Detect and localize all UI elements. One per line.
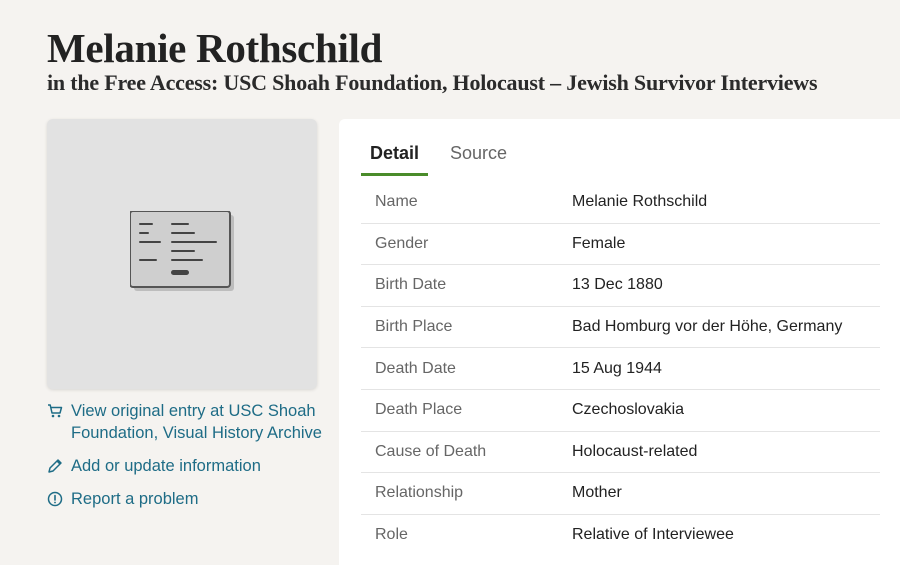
- row-label: Death Place: [375, 401, 463, 419]
- view-original-entry-label: View original entry at USC Shoah Foundation, Visual History Archive: [71, 402, 322, 442]
- tab-detail[interactable]: Detail: [361, 141, 428, 176]
- table-row: [361, 473, 880, 515]
- table-row: [361, 515, 880, 556]
- row-label: Gender: [375, 234, 429, 252]
- row-value: Bad Homburg vor der Höhe, Germany: [572, 318, 843, 336]
- detail-tabs: [361, 141, 529, 175]
- row-label: Name: [375, 193, 418, 211]
- row-value: 15 Aug 1944: [572, 359, 662, 377]
- table-row: [361, 182, 880, 224]
- row-value: Relative of Interviewee: [572, 526, 734, 544]
- page-title: Melanie Rothschild: [47, 25, 383, 71]
- tab-source[interactable]: Source: [450, 143, 508, 163]
- row-label: Death Date: [375, 359, 456, 377]
- row-value: Czechoslovakia: [572, 401, 685, 419]
- collection-subtitle: in the Free Access: USC Shoah Foundation, Holocaust – Jewish Survivor Interviews: [47, 70, 818, 95]
- view-original-entry-link[interactable]: [47, 400, 337, 444]
- record-actions: [47, 400, 337, 510]
- table-row: [361, 432, 880, 474]
- table-row: [361, 348, 880, 390]
- add-update-info-label: Add or update information: [71, 457, 261, 475]
- row-label: Relationship: [375, 484, 464, 502]
- row-label: Birth Date: [375, 276, 447, 294]
- row-value: Mother: [572, 484, 622, 502]
- record-detail-panel: [339, 119, 900, 565]
- table-row: [361, 390, 880, 432]
- row-value: Melanie Rothschild: [572, 193, 708, 211]
- add-update-info-link[interactable]: [47, 455, 337, 477]
- table-row: [361, 307, 880, 349]
- pencil-icon: [47, 458, 63, 474]
- alert-circle-icon: [47, 491, 63, 507]
- row-value: 13 Dec 1880: [572, 276, 663, 294]
- row-value: Holocaust-related: [572, 442, 698, 460]
- cart-icon: [47, 403, 63, 419]
- record-thumbnail[interactable]: [47, 119, 317, 389]
- table-row: [361, 265, 880, 307]
- detail-table: [361, 182, 880, 555]
- report-problem-label: Report a problem: [71, 490, 199, 508]
- row-label: Birth Place: [375, 318, 453, 336]
- record-card-icon: [130, 211, 234, 293]
- row-label: Cause of Death: [375, 442, 487, 460]
- row-label: Role: [375, 526, 408, 544]
- report-problem-link[interactable]: [47, 488, 337, 510]
- table-row: [361, 224, 880, 266]
- row-value: Female: [572, 234, 626, 252]
